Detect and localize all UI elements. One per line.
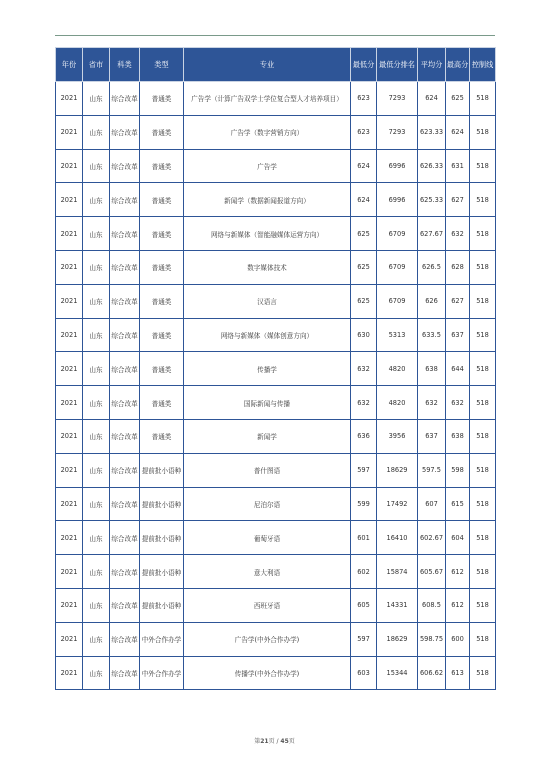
footer-suffix: 页 bbox=[288, 738, 295, 745]
table-cell: 627 bbox=[446, 183, 470, 217]
top-divider bbox=[55, 35, 495, 36]
table-cell: 综合改革 bbox=[110, 622, 140, 656]
table-cell: 综合改革 bbox=[110, 453, 140, 487]
table-cell: 2021 bbox=[56, 183, 83, 217]
table-body bbox=[56, 82, 496, 690]
table-cell: 中外合作办学 bbox=[140, 622, 184, 656]
table-cell: 628 bbox=[446, 250, 470, 284]
table-cell: 632 bbox=[446, 217, 470, 251]
table-cell: 638 bbox=[446, 419, 470, 453]
table-row bbox=[56, 115, 496, 149]
table-cell: 山东 bbox=[83, 419, 110, 453]
table-cell: 山东 bbox=[83, 115, 110, 149]
table-cell: 597 bbox=[351, 453, 377, 487]
table-cell: 山东 bbox=[83, 284, 110, 318]
table-cell: 3956 bbox=[377, 419, 418, 453]
table-cell: 西班牙语 bbox=[184, 588, 351, 622]
table-cell: 6709 bbox=[377, 284, 418, 318]
table-cell: 综合改革 bbox=[110, 352, 140, 386]
table-cell: 综合改革 bbox=[110, 521, 140, 555]
table-cell: 广告学 bbox=[184, 149, 351, 183]
column-header: 专业 bbox=[184, 48, 351, 82]
table-cell: 602.67 bbox=[418, 521, 446, 555]
total-page-count: 45 bbox=[280, 738, 289, 745]
table-cell: 7293 bbox=[377, 115, 418, 149]
column-header: 类型 bbox=[140, 48, 184, 82]
column-header: 控制线 bbox=[470, 48, 496, 82]
table-cell: 2021 bbox=[56, 555, 83, 589]
table-cell: 普通类 bbox=[140, 284, 184, 318]
table-cell: 2021 bbox=[56, 149, 83, 183]
table-cell: 广告学(中外合作办学) bbox=[184, 622, 351, 656]
table-row bbox=[56, 217, 496, 251]
table-cell: 625 bbox=[446, 82, 470, 116]
table-cell: 597 bbox=[351, 622, 377, 656]
table-cell: 632 bbox=[418, 386, 446, 420]
table-cell: 632 bbox=[351, 386, 377, 420]
table-cell: 综合改革 bbox=[110, 82, 140, 116]
table-cell: 2021 bbox=[56, 250, 83, 284]
table-cell: 综合改革 bbox=[110, 555, 140, 589]
table-cell: 普通类 bbox=[140, 149, 184, 183]
table-cell: 传播学 bbox=[184, 352, 351, 386]
table-cell: 葡萄牙语 bbox=[184, 521, 351, 555]
table-cell: 518 bbox=[470, 149, 496, 183]
page-footer bbox=[0, 736, 549, 745]
table-cell: 普通类 bbox=[140, 183, 184, 217]
table-cell: 网络与新媒体（媒体创意方向） bbox=[184, 318, 351, 352]
table-cell: 综合改革 bbox=[110, 419, 140, 453]
table-cell: 613 bbox=[446, 656, 470, 690]
table-cell: 山东 bbox=[83, 487, 110, 521]
table-cell: 传播学(中外合作办学) bbox=[184, 656, 351, 690]
column-header: 平均分 bbox=[418, 48, 446, 82]
table-cell: 2021 bbox=[56, 487, 83, 521]
table-cell: 518 bbox=[470, 82, 496, 116]
footer-prefix: 第 bbox=[254, 738, 261, 745]
table-cell: 新闻学（数据新闻报道方向） bbox=[184, 183, 351, 217]
table-cell: 2021 bbox=[56, 82, 83, 116]
table-cell: 综合改革 bbox=[110, 217, 140, 251]
table-cell: 626.5 bbox=[418, 250, 446, 284]
table-cell: 518 bbox=[470, 656, 496, 690]
table-cell: 518 bbox=[470, 487, 496, 521]
table-cell: 15344 bbox=[377, 656, 418, 690]
table-cell: 606.62 bbox=[418, 656, 446, 690]
table-cell: 644 bbox=[446, 352, 470, 386]
table-cell: 普通类 bbox=[140, 419, 184, 453]
table-row bbox=[56, 453, 496, 487]
table-cell: 624 bbox=[351, 183, 377, 217]
table-cell: 638 bbox=[418, 352, 446, 386]
table-cell: 615 bbox=[446, 487, 470, 521]
table-cell: 山东 bbox=[83, 588, 110, 622]
table-cell: 630 bbox=[351, 318, 377, 352]
table-cell: 2021 bbox=[56, 217, 83, 251]
table-cell: 612 bbox=[446, 588, 470, 622]
table-cell: 综合改革 bbox=[110, 318, 140, 352]
table-cell: 国际新闻与传播 bbox=[184, 386, 351, 420]
table-cell: 6996 bbox=[377, 149, 418, 183]
table-cell: 518 bbox=[470, 250, 496, 284]
table-cell: 625.33 bbox=[418, 183, 446, 217]
table-cell: 山东 bbox=[83, 555, 110, 589]
table-cell: 518 bbox=[470, 521, 496, 555]
table-row bbox=[56, 386, 496, 420]
table-cell: 626.33 bbox=[418, 149, 446, 183]
table-cell: 2021 bbox=[56, 318, 83, 352]
table-cell: 数字媒体技术 bbox=[184, 250, 351, 284]
table-cell: 山东 bbox=[83, 149, 110, 183]
table-cell: 607 bbox=[418, 487, 446, 521]
table-row bbox=[56, 82, 496, 116]
table-cell: 624 bbox=[446, 115, 470, 149]
table-cell: 15874 bbox=[377, 555, 418, 589]
table-row bbox=[56, 250, 496, 284]
table-cell: 636 bbox=[351, 419, 377, 453]
table-cell: 山东 bbox=[83, 82, 110, 116]
table-cell: 提前批小语种 bbox=[140, 453, 184, 487]
table-cell: 18629 bbox=[377, 622, 418, 656]
table-cell: 599 bbox=[351, 487, 377, 521]
table-cell: 尼泊尔语 bbox=[184, 487, 351, 521]
table-cell: 632 bbox=[446, 386, 470, 420]
table-cell: 18629 bbox=[377, 453, 418, 487]
table-cell: 提前批小语种 bbox=[140, 521, 184, 555]
table-cell: 518 bbox=[470, 115, 496, 149]
table-cell: 综合改革 bbox=[110, 284, 140, 318]
table-cell: 518 bbox=[470, 555, 496, 589]
table-row bbox=[56, 284, 496, 318]
table-cell: 山东 bbox=[83, 622, 110, 656]
table-cell: 625 bbox=[351, 217, 377, 251]
column-header: 最低分 bbox=[351, 48, 377, 82]
table-cell: 综合改革 bbox=[110, 115, 140, 149]
table-cell: 624 bbox=[351, 149, 377, 183]
table-cell: 山东 bbox=[83, 250, 110, 284]
table-cell: 627.67 bbox=[418, 217, 446, 251]
table-cell: 637 bbox=[446, 318, 470, 352]
table-cell: 意大利语 bbox=[184, 555, 351, 589]
table-cell: 2021 bbox=[56, 419, 83, 453]
table-cell: 518 bbox=[470, 419, 496, 453]
table-row bbox=[56, 555, 496, 589]
table-cell: 518 bbox=[470, 352, 496, 386]
table-cell: 518 bbox=[470, 588, 496, 622]
table-cell: 518 bbox=[470, 318, 496, 352]
table-cell: 625 bbox=[351, 250, 377, 284]
table-cell: 山东 bbox=[83, 352, 110, 386]
table-cell: 普通类 bbox=[140, 115, 184, 149]
table-cell: 综合改革 bbox=[110, 149, 140, 183]
table-cell: 631 bbox=[446, 149, 470, 183]
column-header: 科类 bbox=[110, 48, 140, 82]
table-cell: 4820 bbox=[377, 352, 418, 386]
table-cell: 山东 bbox=[83, 656, 110, 690]
table-cell: 普什图语 bbox=[184, 453, 351, 487]
table-cell: 625 bbox=[351, 284, 377, 318]
column-header: 最高分 bbox=[446, 48, 470, 82]
table-cell: 14331 bbox=[377, 588, 418, 622]
table-cell: 598.75 bbox=[418, 622, 446, 656]
column-header: 年份 bbox=[56, 48, 83, 82]
table-cell: 604 bbox=[446, 521, 470, 555]
table-cell: 广告学（数字营销方向） bbox=[184, 115, 351, 149]
table-row bbox=[56, 656, 496, 690]
current-page-number: 21 bbox=[260, 738, 269, 745]
table-cell: 提前批小语种 bbox=[140, 487, 184, 521]
table-cell: 605 bbox=[351, 588, 377, 622]
table-cell: 山东 bbox=[83, 318, 110, 352]
table-cell: 518 bbox=[470, 217, 496, 251]
table-cell: 山东 bbox=[83, 217, 110, 251]
table-cell: 普通类 bbox=[140, 386, 184, 420]
table-cell: 提前批小语种 bbox=[140, 555, 184, 589]
table-cell: 518 bbox=[470, 622, 496, 656]
column-header: 最低分排名 bbox=[377, 48, 418, 82]
table-cell: 16410 bbox=[377, 521, 418, 555]
table-cell: 623.33 bbox=[418, 115, 446, 149]
table-cell: 17492 bbox=[377, 487, 418, 521]
table-cell: 624 bbox=[418, 82, 446, 116]
table-cell: 普通类 bbox=[140, 250, 184, 284]
table-cell: 综合改革 bbox=[110, 656, 140, 690]
table-cell: 5313 bbox=[377, 318, 418, 352]
table-cell: 6709 bbox=[377, 250, 418, 284]
table-row bbox=[56, 419, 496, 453]
table-row bbox=[56, 352, 496, 386]
table-row bbox=[56, 487, 496, 521]
table-cell: 广告学（计算广告双学士学位复合型人才培养项目） bbox=[184, 82, 351, 116]
table-cell: 2021 bbox=[56, 115, 83, 149]
table-cell: 山东 bbox=[83, 386, 110, 420]
table-cell: 2021 bbox=[56, 521, 83, 555]
table-cell: 518 bbox=[470, 386, 496, 420]
table-cell: 4820 bbox=[377, 386, 418, 420]
table-cell: 518 bbox=[470, 453, 496, 487]
table-cell: 623 bbox=[351, 115, 377, 149]
table-cell: 综合改革 bbox=[110, 588, 140, 622]
table-cell: 新闻学 bbox=[184, 419, 351, 453]
table-cell: 632 bbox=[351, 352, 377, 386]
table-cell: 2021 bbox=[56, 622, 83, 656]
table-cell: 605.67 bbox=[418, 555, 446, 589]
table-cell: 600 bbox=[446, 622, 470, 656]
table-cell: 601 bbox=[351, 521, 377, 555]
table-cell: 2021 bbox=[56, 588, 83, 622]
table-cell: 603 bbox=[351, 656, 377, 690]
table-cell: 提前批小语种 bbox=[140, 588, 184, 622]
table-cell: 综合改革 bbox=[110, 183, 140, 217]
table-cell: 山东 bbox=[83, 183, 110, 217]
table-cell: 7293 bbox=[377, 82, 418, 116]
table-cell: 626 bbox=[418, 284, 446, 318]
table-cell: 518 bbox=[470, 284, 496, 318]
table-cell: 2021 bbox=[56, 453, 83, 487]
table-cell: 6709 bbox=[377, 217, 418, 251]
table-cell: 608.5 bbox=[418, 588, 446, 622]
table-row bbox=[56, 622, 496, 656]
table-row bbox=[56, 588, 496, 622]
table-header-row bbox=[56, 48, 496, 82]
footer-middle: 页 / bbox=[268, 738, 281, 745]
table-cell: 637 bbox=[418, 419, 446, 453]
table-cell: 山东 bbox=[83, 521, 110, 555]
admission-scores-table bbox=[55, 47, 496, 690]
table-cell: 623 bbox=[351, 82, 377, 116]
table-cell: 普通类 bbox=[140, 82, 184, 116]
table-cell: 综合改革 bbox=[110, 250, 140, 284]
table-row bbox=[56, 183, 496, 217]
table-cell: 网络与新媒体（智能融媒体运营方向） bbox=[184, 217, 351, 251]
table-cell: 2021 bbox=[56, 386, 83, 420]
table-cell: 2021 bbox=[56, 284, 83, 318]
table-cell: 627 bbox=[446, 284, 470, 318]
column-header: 省市 bbox=[83, 48, 110, 82]
table-cell: 633.5 bbox=[418, 318, 446, 352]
table-cell: 6996 bbox=[377, 183, 418, 217]
table-cell: 综合改革 bbox=[110, 386, 140, 420]
table-cell: 综合改革 bbox=[110, 487, 140, 521]
table-cell: 2021 bbox=[56, 656, 83, 690]
table-cell: 中外合作办学 bbox=[140, 656, 184, 690]
table-cell: 602 bbox=[351, 555, 377, 589]
table-cell: 612 bbox=[446, 555, 470, 589]
table-cell: 山东 bbox=[83, 453, 110, 487]
table-cell: 普通类 bbox=[140, 217, 184, 251]
table-row bbox=[56, 318, 496, 352]
table-cell: 597.5 bbox=[418, 453, 446, 487]
table-cell: 汉语言 bbox=[184, 284, 351, 318]
table-cell: 普通类 bbox=[140, 352, 184, 386]
table-cell: 598 bbox=[446, 453, 470, 487]
table-cell: 2021 bbox=[56, 352, 83, 386]
table-row bbox=[56, 521, 496, 555]
table-cell: 518 bbox=[470, 183, 496, 217]
table-cell: 普通类 bbox=[140, 318, 184, 352]
table-row bbox=[56, 149, 496, 183]
